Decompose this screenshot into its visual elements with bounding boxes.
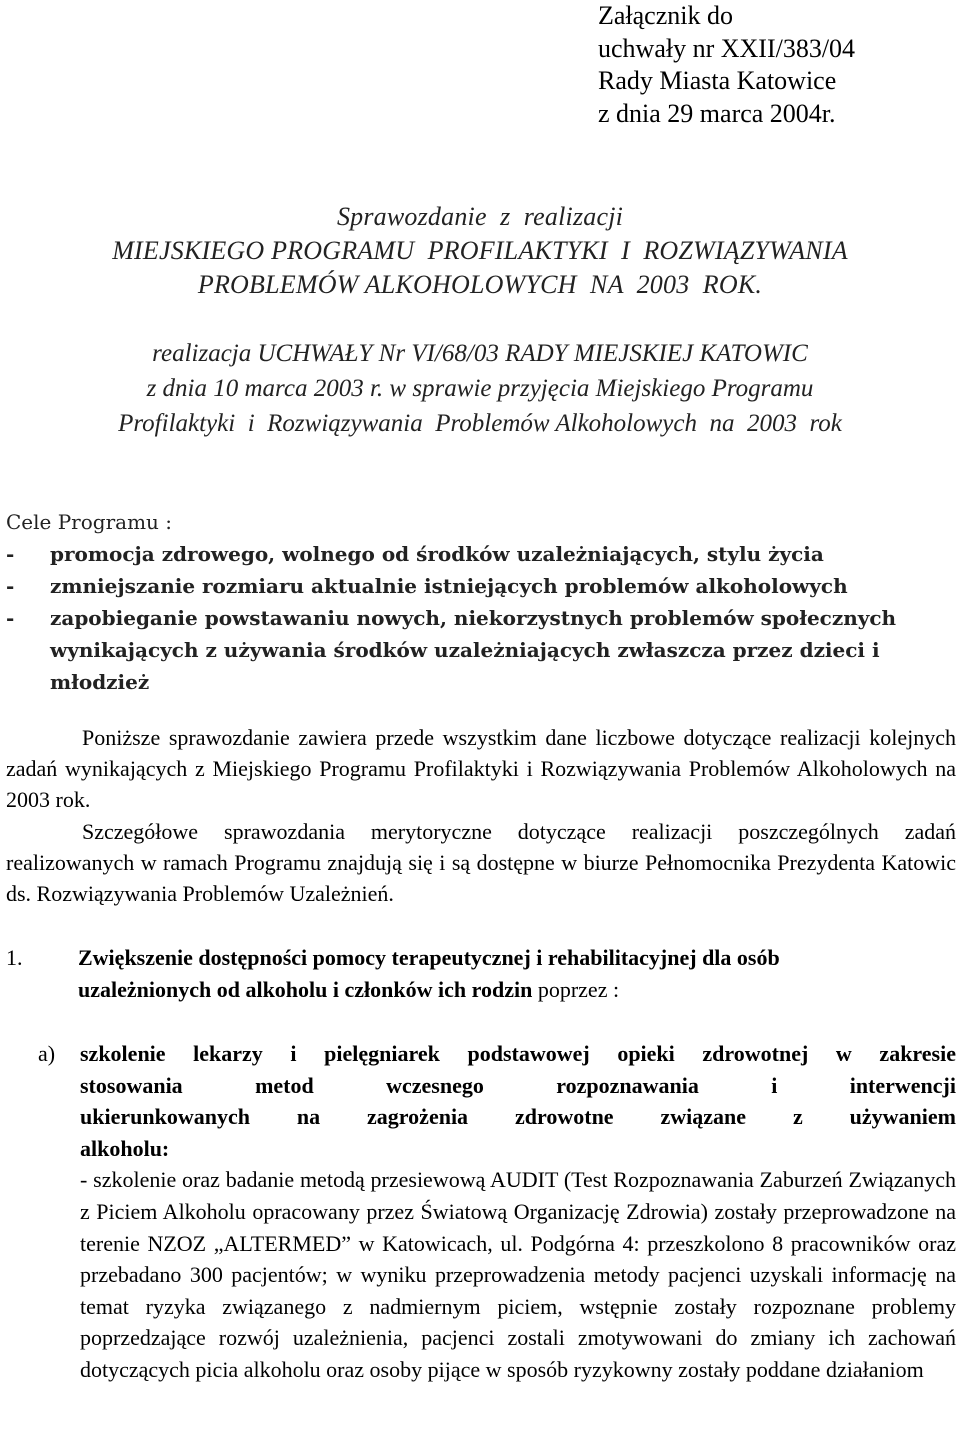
subsection-content xyxy=(80,1038,956,1386)
intro-paragraph-1: Poniższe sprawozdanie zawiera przede wszystkim dane liczbowe dotyczące realizacji kolejnych zadań wynikających z Miejskiego Programu Profilaktyki i Rozwiązywania Problemów Alkoholowych na 2003 rok. xyxy=(6,725,956,813)
resolution-line-2: z dnia 10 marca 2003 r. w sprawie przyjęcia Miejskiego Programu xyxy=(146,375,814,402)
goal-continuation xyxy=(6,634,956,666)
goal-text: zmniejszanie rozmiaru aktualnie istniejących problemów alkoholowych xyxy=(50,574,848,598)
resolution-reference xyxy=(0,336,960,441)
title-line-1: Sprawozdanie z realizacji xyxy=(336,202,624,231)
subsection-heading-4: alkoholu: xyxy=(80,1135,170,1161)
subsection-heading-3: ukierunkowanych na zagrożenia zdrowotne związane z używaniem xyxy=(80,1104,956,1130)
section-heading-suffix: poprzez : xyxy=(532,976,620,1002)
section-1 xyxy=(6,942,956,1005)
subsection-letter: a) xyxy=(38,1041,56,1066)
goal-item: - zapobieganie powstawaniu nowych, niekorzystnych problemów społecznych xyxy=(6,602,956,634)
intro-paragraphs xyxy=(6,722,956,909)
section-heading xyxy=(78,942,956,1005)
annex-header xyxy=(598,0,855,130)
goal-continuation xyxy=(6,666,956,698)
goal-text-continued: wynikających z używania środków uzależniających zwłaszcza przez dzieci i xyxy=(50,638,880,662)
resolution-line-1: realizacja UCHWAŁY Nr VI/68/03 RADY MIEJSKIEJ KATOWIC xyxy=(152,340,808,367)
subsection-a xyxy=(38,1038,956,1386)
annex-line-2: uchwały nr XXII/383/04 xyxy=(598,33,856,63)
goal-text: zapobieganie powstawaniu nowych, niekorzystnych problemów społecznych xyxy=(50,606,897,630)
intro-paragraph-2: Szczegółowe sprawozdania merytoryczne dotyczące realizacji poszczególnych zadań realizowanych w ramach Programu znajdują się i są dostępne w biurze Pełnomocnika Prezydenta Katowic ds. Rozwiązywania Problemów Uzależnień. xyxy=(6,818,956,907)
subsection-heading-1: szkolenie lekarzy i pielęgniarek podstawowej opieki zdrowotnej w zakresie xyxy=(80,1041,956,1066)
section-heading-bold-2: uzależnionych od alkoholu i członków ich rodzin xyxy=(78,976,533,1002)
annex-line-3: Rady Miasta Katowice xyxy=(598,66,837,95)
goal-text: promocja zdrowego, wolnego od środków uzależniających, stylu życia xyxy=(50,542,824,566)
annex-line-4: z dnia 29 marca 2004r. xyxy=(598,98,836,128)
goal-item: - promocja zdrowego, wolnego od środków uzależniających, stylu życia xyxy=(6,538,956,570)
goal-item: - zmniejszanie rozmiaru aktualnie istniejących problemów alkoholowych xyxy=(6,570,956,602)
goal-text-continued: młodzież xyxy=(50,670,150,694)
section-heading-bold-1: Zwiększenie dostępności pomocy terapeutycznej i rehabilitacyjnej dla osób xyxy=(78,945,780,970)
annex-line-1: Załącznik do xyxy=(598,1,733,30)
goals-heading: Cele Programu : xyxy=(6,510,173,534)
title-line-2: MIEJSKIEGO PROGRAMU PROFILAKTYKI I ROZWIĄZYWANIA xyxy=(112,236,848,265)
program-goals xyxy=(6,506,956,698)
resolution-line-3: Profilaktyki i Rozwiązywania Problemów Alkoholowych na 2003 rok xyxy=(118,410,842,437)
subsection-heading-2: stosowania metod wczesnego rozpoznawania i interwencji xyxy=(80,1072,956,1098)
subsection-paragraph: - szkolenie oraz badanie metodą przesiewową AUDIT (Test Rozpoznawania Zaburzeń Związanych z Piciem Alkoholu opracowany przez Światową Organizację Zdrowia) zostały przeprowadzone na terenie NZOZ „ALTERMED” w Katowicach, ul. Podgórna 4: przeszkolono 8 pracowników oraz przebadano 300 pacjentów; w wyniku przeprowadzenia metody pacjenci uzyskali informację na temat ryzyka związanego z nadmiernym piciem, wstępnie zostały rozpoznane problemy poprzedzające rozwój uzależnienia, pacjenci zostali zmotywowani do zmiany ich zachowań dotyczących picia alkoholu oraz osoby pijące w sposób ryzykowny zostały poddane działaniom xyxy=(80,1167,956,1382)
title-line-3: PROBLEMÓW ALKOHOLOWYCH NA 2003 ROK. xyxy=(197,270,763,299)
section-number: 1. xyxy=(6,945,23,970)
report-title xyxy=(0,200,960,302)
